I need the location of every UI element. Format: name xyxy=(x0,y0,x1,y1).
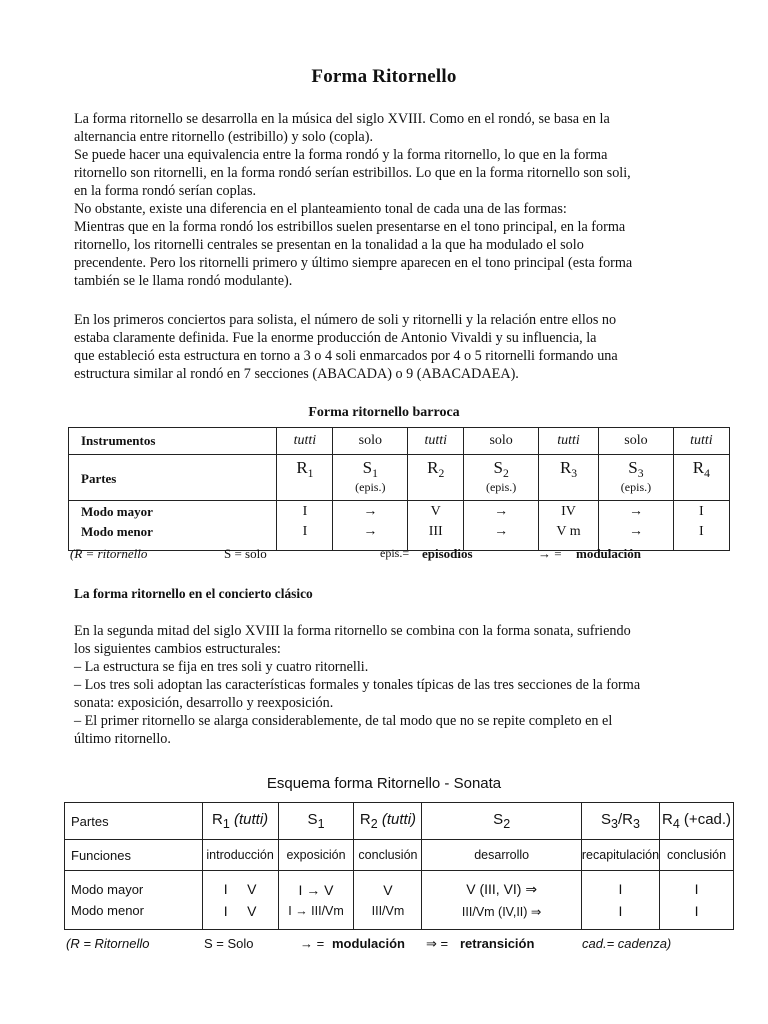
modo-cell: I I xyxy=(673,501,729,551)
legend-s: S = Solo xyxy=(204,936,254,951)
part-cell: $R_2$ xyxy=(408,455,464,501)
modo-cell: V III xyxy=(408,501,464,551)
text-line: último ritornello. xyxy=(74,731,171,747)
modo-cell: → → xyxy=(333,501,408,551)
text-line: En la segunda mitad del siglo XVIII la forma ritornello se combina con la forma sonata, sufriendo xyxy=(74,623,631,639)
text-line: los siguientes cambios estructurales: xyxy=(74,641,281,657)
ritornello-sonata-table xyxy=(64,802,734,930)
part-cell: $S_2$ (epis.) xyxy=(464,455,539,501)
text-line: que estableció esta estructura en torno a 3 o 4 soli enmarcados por 4 o 5 ritornelli formando una xyxy=(74,348,618,364)
modo-cell: V (III, VI) ⇒ III/Vm (IV,II) ⇒ xyxy=(422,871,581,930)
legend-arrow: → = xyxy=(300,936,325,951)
function-cell: conclusión xyxy=(660,840,734,871)
legend-arrow-text: modulación xyxy=(332,936,405,951)
part-cell: $S_1$ (epis.) xyxy=(333,455,408,501)
instrument-cell: tutti xyxy=(538,428,598,455)
legend-epis-abbr: epis.= xyxy=(380,546,410,560)
modo-cell: I V I V xyxy=(202,871,278,930)
part-cell: $R_4$ (+cad.) xyxy=(660,803,734,840)
funciones-label: Funciones xyxy=(65,840,203,871)
legend-cad: cad.= cadenza) xyxy=(582,936,672,951)
text-line: Mientras que en la forma rondó los estribillos suelen presentarse en el tono principal, en la forma xyxy=(74,219,626,235)
modo-cell: → → xyxy=(599,501,674,551)
legend-darrow: ⇒ = xyxy=(426,936,449,951)
instrumentos-label: Instrumentos xyxy=(69,428,277,455)
baroque-ritornello-table xyxy=(68,427,730,551)
modo-mayor-label: Modo mayor xyxy=(81,504,153,519)
instrument-cell: solo xyxy=(464,428,539,455)
part-cell: $S_3/R_3$ xyxy=(581,803,659,840)
text-line: La forma ritornello se desarrolla en la música del siglo XVIII. Como en el rondó, se basa en la xyxy=(74,111,610,127)
part-cell: $R_2$ (tutti) xyxy=(354,803,422,840)
text-line: ritornello, los ritornelli centrales se presentan en la tonalidad a la que ha modulado el solo xyxy=(74,237,584,253)
vivaldi-paragraph xyxy=(74,311,696,383)
legend-epis-text: episodios xyxy=(422,546,473,561)
modo-menor-label: Modo menor xyxy=(81,524,153,539)
modo-mayor-label: Modo mayor xyxy=(71,882,144,897)
text-line: también se le llama rondó modulante). xyxy=(74,273,293,289)
modo-cell: I I xyxy=(277,501,333,551)
modo-cell: V III/Vm xyxy=(354,871,422,930)
function-cell: introducción xyxy=(202,840,278,871)
text-line: – El primer ritornello se alarga considerablemente, de tal modo que no se repite completo en el xyxy=(74,713,613,729)
text-line: estructura similar al rondó en 7 secciones (ABACADA) o 9 (ABACADAEA). xyxy=(74,366,519,382)
modo-labels xyxy=(65,871,203,930)
table1-caption: Forma ritornello barroca xyxy=(308,405,460,420)
legend-arrow: → = xyxy=(538,546,562,561)
part-cell: $R_3$ xyxy=(538,455,598,501)
text-line: ritornello son ritornelli, en la forma rondó serían estribillos. Lo que en la forma ritornello son soli, xyxy=(74,165,631,181)
text-line: en la forma rondó serían coplas. xyxy=(74,183,257,199)
instrument-cell: tutti xyxy=(277,428,333,455)
text-line: sonata: exposición, desarrollo y reexposición. xyxy=(74,695,334,711)
text-line: precendente. Pero los ritornelli primero y último siempre aparecen en el tono principal (esta forma xyxy=(74,255,633,271)
text-line: No obstante, existe una diferencia en el planteamiento tonal de cada una de las formas: xyxy=(74,201,567,217)
part-cell: $S_3$ (epis.) xyxy=(599,455,674,501)
modo-cell: I I xyxy=(660,871,734,930)
function-cell: conclusión xyxy=(354,840,422,871)
modo-cell: IV V m xyxy=(538,501,598,551)
function-cell: exposición xyxy=(278,840,354,871)
text-line: En los primeros conciertos para solista, el número de soli y ritornelli y la relación entre ellos no xyxy=(74,312,617,328)
page-title: Forma Ritornello xyxy=(311,66,457,87)
legend-arrow-text: modulación xyxy=(576,546,642,561)
modo-labels xyxy=(69,501,277,551)
instrument-cell: tutti xyxy=(408,428,464,455)
function-cell: recapitulación xyxy=(581,840,659,871)
partes-label: Partes xyxy=(69,455,277,501)
text-line: – Los tres soli adoptan las características formales y tonales típicas de las tres secciones de la forma xyxy=(74,677,641,693)
instrument-cell: solo xyxy=(333,428,408,455)
legend-r: (R = ritornello xyxy=(70,546,148,561)
intro-paragraph xyxy=(74,110,696,290)
modo-menor-label: Modo menor xyxy=(71,903,144,918)
legend-r: (R = Ritornello xyxy=(66,936,150,951)
part-cell: $R_4$ xyxy=(673,455,729,501)
text-line: alternancia entre ritornello (estribillo) y solo (copla). xyxy=(74,129,374,145)
part-cell: $R_1$ (tutti) xyxy=(202,803,278,840)
section2-paragraph xyxy=(74,622,696,748)
modo-cell: I → V I → III/Vm xyxy=(278,871,354,930)
text-line: Se puede hacer una equivalencia entre la forma rondó y la forma ritornello, lo que en la forma xyxy=(74,147,608,163)
section2-heading: La forma ritornello en el concierto clásico xyxy=(74,586,313,601)
text-line: estaba claramente definida. Fue la enorme producción de Antonio Vivaldi y su influencia, la xyxy=(74,330,597,346)
instrument-cell: tutti xyxy=(673,428,729,455)
modo-cell: I I xyxy=(581,871,659,930)
function-cell: desarrollo xyxy=(422,840,581,871)
legend-s: S = solo xyxy=(224,546,267,561)
part-cell: $R_1$ xyxy=(277,455,333,501)
modo-cell: → → xyxy=(464,501,539,551)
partes-label: Partes xyxy=(65,803,203,840)
part-cell: $S_1$ xyxy=(278,803,354,840)
instrument-cell: solo xyxy=(599,428,674,455)
part-cell: $S_2$ xyxy=(422,803,581,840)
table2-caption: Esquema forma Ritornello - Sonata xyxy=(266,775,502,792)
legend-darrow-text: retransición xyxy=(460,936,535,951)
text-line: – La estructura se fija en tres soli y cuatro ritornelli. xyxy=(74,659,369,675)
